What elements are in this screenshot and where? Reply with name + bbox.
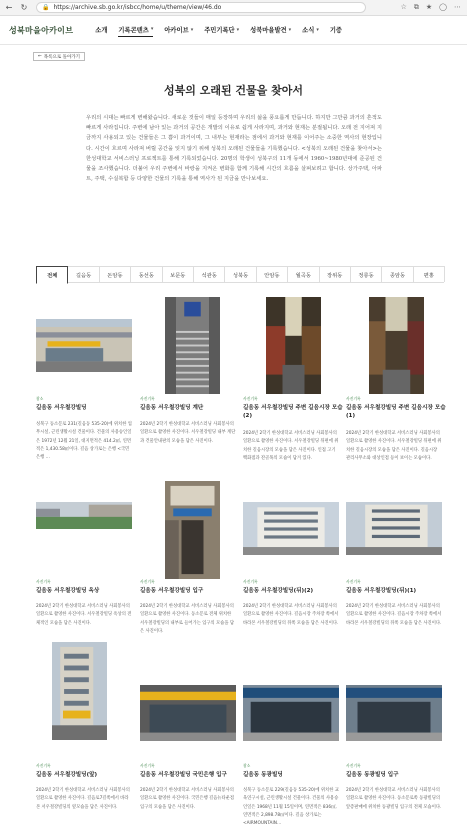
card-title[interactable]: 길음동 동광빌딩	[243, 772, 283, 778]
card-description: 2024년 2학기 한성대학교 서비스러닝 사회봉사의 일환으로 촬영한 사진이다. 서우철강빌딩 내부 계단과 건물안내판의 모습을 담은 사진이다.	[140, 422, 236, 444]
card-category: 사진기록	[140, 396, 155, 401]
tab-1[interactable]: 길음동	[67, 266, 99, 282]
card-title[interactable]: 길음동 서우철강빌딩 국민은행 입구	[140, 772, 227, 778]
tab-10[interactable]: 정릉동	[350, 266, 382, 282]
lock-icon: 🔒	[42, 4, 50, 11]
chevron-down-icon: ▾	[190, 26, 194, 33]
tab-7[interactable]: 안암동	[256, 266, 288, 282]
site-logo[interactable]: 성북마을아카이브	[9, 26, 74, 35]
card-title[interactable]: 길음동 서우철강빌딩(앞)	[36, 772, 98, 778]
nav-item[interactable]	[250, 25, 291, 37]
site-header	[0, 17, 467, 45]
region-tabs	[36, 266, 444, 283]
card-category: 사진기록	[346, 763, 361, 768]
nav-item-label: 소식	[302, 27, 315, 34]
tab-8[interactable]: 월곡동	[287, 266, 319, 282]
nav-item-label: 기록콘텐츠	[118, 26, 149, 34]
card-description: 2024년 2학기 한성대학교 서비스러닝 사회봉사의 일환으로 촬영한 사진이다. 서우철강빌딩 옥상의 전체적인 모습을 담은 사진이다.	[36, 604, 132, 626]
card-title[interactable]: 길음동 서우철강빌딩 입구	[140, 588, 204, 594]
nav-item[interactable]	[330, 25, 342, 37]
card-photo[interactable]	[346, 685, 442, 741]
back-to-list-button[interactable]	[33, 52, 85, 61]
card-category: 사진기록	[346, 579, 361, 584]
refresh-icon[interactable]: ↻	[20, 3, 28, 12]
card-title[interactable]: 길음동 서우철강빌딩 주변 길음시장 모습(1)	[346, 405, 446, 420]
card-category: 사진기록	[140, 763, 155, 768]
card-photo[interactable]	[36, 319, 132, 372]
url-text: https://archive.sb.go.kr/isbcc/home/u/theme/view/46.do	[53, 4, 222, 11]
card-photo[interactable]	[36, 502, 132, 529]
card-category: 참소	[243, 763, 251, 768]
tab-9[interactable]: 장위동	[319, 266, 351, 282]
nav-item-label: 소개	[95, 27, 108, 34]
card-description: 2024년 2학기 한성대학교 서비스러닝 사회봉사의 일환으로 촬영한 사진이다. 길음시장 주차장 쪽에서 바라본 서우철강빌딩의 뒤쪽 모습을 담은 사진이다.	[243, 604, 339, 626]
card-photo[interactable]	[266, 297, 321, 394]
card-description: 2024년 2학기 한성대학교 서비스러닝 사회봉사의 일환으로 촬영한 사진이다. 동소문로 전체 위치한 서우철강빌딩의 내부로 들어가는 입구의 모습을 담은 사진이다.	[140, 604, 234, 634]
chevron-down-icon: ▾	[288, 26, 292, 33]
card-photo[interactable]	[346, 502, 442, 555]
card-description: 2024년 2학기 한성대학교 서비스러닝 사회봉사의 일환으로 촬영한 사진이다. 서우철강빌딩 뒤편에 위치한 길음시장의 모습을 담은 사진이다. 인접 고기백화점과 잔골목의 모습이 담겨 있다.	[243, 431, 339, 461]
page-title: 성북의 오래된 건물을 찾아서	[164, 84, 303, 97]
chevron-down-icon: ▾	[316, 26, 319, 33]
card-description: 2024년 2학기 한성대학교 서비스러닝 사회봉사의 일환으로 촬영한 사진이다. 길음시장 주차장 쪽에서 바라본 서우철강빌딩의 뒤쪽 모습을 담은 사진이다.	[346, 604, 442, 626]
more-icon[interactable]: ⋯	[454, 3, 461, 11]
card-title[interactable]: 길음동 서우철강빌딩	[36, 405, 87, 411]
nav-item-label: 성북마을발견	[250, 27, 287, 34]
card-category: 사진기록	[243, 396, 258, 401]
tab-3[interactable]: 동선동	[130, 266, 162, 282]
nav-item-label: 주민기록단	[204, 27, 235, 34]
tab-12[interactable]: 편홍	[413, 266, 445, 282]
browser-toolbar	[0, 0, 467, 16]
card-description: 성북구 동소문로 229(길음동 535-20)에 위치한 교육연구시설, 근린생활시설 건물이다. 건물의 사용승인일은 1968년 11월 15일이며, 연면적은 836㎡, 연면적은 2,898.78㎡이다. 길음 상가로는 <AIRMOUNTAIN…	[243, 788, 339, 827]
card-photo[interactable]	[369, 297, 424, 394]
card-description: 2024년 2학기 한성대학교 서비스러닝 사회봉사의 일환으로 촬영한 사진이다. 서우철강빌딩 뒤편에 위치한 길음시장의 모습을 담은 사진이다. 길음시장 관리사무소와 대상인점 등이 보이는 모습이다.	[346, 431, 442, 461]
nav-item[interactable]	[204, 25, 239, 37]
tab-2[interactable]: 돈암동	[99, 266, 131, 282]
card-photo[interactable]	[243, 502, 339, 555]
tab-11[interactable]: 종암동	[381, 266, 413, 282]
card-description: 2024년 2학기 한성대학교 서비스러닝 사회봉사의 일환으로 촬영한 사진이다. 국민은행 길음뉴타운점 입구의 모습을 담은 사진이다.	[140, 788, 234, 810]
tab-4[interactable]: 보문동	[162, 266, 194, 282]
nav-item[interactable]	[164, 25, 193, 37]
card-title[interactable]: 길음동 서우철강빌딩 주변 길음시장 모습(2)	[243, 405, 343, 420]
tab-6[interactable]: 성북동	[224, 266, 256, 282]
card-description: 2024년 2학기 한성대학교 서비스러닝 사회봉사의 일환으로 촬영한 사진이다. 길음로7길쪽에서 바라본 서우철강빌딩의 옆모습을 담은 사진이다.	[36, 788, 130, 810]
card-category: 사진기록	[243, 579, 258, 584]
card-photo[interactable]	[165, 481, 220, 579]
card-category: 참소	[36, 396, 44, 401]
card-photo[interactable]	[165, 297, 220, 394]
back-arrow-icon[interactable]: ←	[5, 3, 13, 12]
nav-item-label: 아카이브	[164, 27, 189, 34]
card-category: 사진기록	[36, 763, 51, 768]
card-photo[interactable]	[243, 685, 339, 741]
card-photo[interactable]	[52, 642, 107, 740]
profile-icon[interactable]: ◯	[439, 3, 447, 11]
intro-text: 우리의 시대는 빠르게 변해왔습니다. 새로운 것들이 매일 등장하며 우리의 삶을 풍요롭게 만듭니다. 하지만 그만큼 과거의 흔적도 빠르게 사라집니다. 주변에 남아 있는 과거의 공간은 개발의 이유로 쉽게 사라지며, 과거와 현재는 분절됩니다. 오래 전 지어져 지금까지 사용되고 있는 건물들은 그 쁨이 과거이며, 그 내부는 현재라는 점에서 과거와 현재를 이어주는 소중한 역사의 현장입니다. 시간이 흐르며 사라져 버릴 공간을 잊지 않기 위해 성북의 오래된 건물들을 기록했습니다. <성북의 오래된 건물을 찾아서>는 한성대학교 서비스러닝 프로젝트를 통해 기록되었습니다. 20명의 학생이 성북구의 11개 동에서 1960~1980년대에 준공된 건물을 조사했습니다. 더불어 우리 주변에서 바랑을 지켜온 변화를 함께 기록해 시간의 흐름을 살펴보려고 합니다. 상가주택, 아파트, 주택, 수실복합 등 다양한 건물의 기록을 통해 역사가 된 지금을 만나보세요.	[86, 115, 382, 183]
address-bar[interactable]	[36, 2, 366, 13]
card-photo[interactable]	[140, 685, 236, 741]
chevron-down-icon: ▾	[150, 26, 154, 32]
tab-0[interactable]: 전체	[36, 266, 68, 284]
arrow-left-icon: ←	[38, 54, 42, 59]
tab-5[interactable]: 석관동	[193, 266, 225, 282]
card-title[interactable]: 길음동 서우철강빌딩 옥상	[36, 588, 100, 594]
card-title[interactable]: 길음동 서우철강빌딩 계단	[140, 405, 204, 411]
card-category: 사진기록	[36, 579, 51, 584]
card-title[interactable]: 길음동 동광빌딩 입구	[346, 772, 399, 778]
nav-item-label: 기증	[329, 27, 343, 34]
chevron-down-icon: ▾	[236, 26, 240, 33]
card-category: 사진기록	[346, 396, 361, 401]
card-title[interactable]: 길음동 서우철강빌딩(뒤)(2)	[243, 588, 314, 594]
favorites-icon[interactable]: ★	[425, 3, 433, 11]
nav-item[interactable]	[118, 25, 153, 37]
card-description: 성북구 동소문로 231(길음동 535-20)에 위치한 업무시설, 근린생활시설 건물이다. 건물의 사용승인일은 1972년 12월 21일, 대지면적은 414.2㎡, 연면적은 1,430.58㎡이다. 길음 상가로는 은행 <국민은행 …	[36, 422, 132, 461]
main-nav	[95, 25, 342, 37]
card-title[interactable]: 길음동 서우철강빌딩(뒤)(1)	[346, 588, 417, 594]
extensions-icon[interactable]: ⧉	[413, 3, 419, 11]
nav-item[interactable]	[302, 25, 319, 37]
nav-item[interactable]	[95, 25, 107, 37]
back-to-list-label: 목록으로 돌아가기	[43, 54, 80, 60]
card-category: 사진기록	[140, 579, 155, 584]
star-icon[interactable]: ☆	[400, 3, 407, 11]
card-description: 2024년 2학기 한성대학교 서비스러닝 사회봉사의 일환으로 촬영한 사진이다. 동소문로쪽 동광빌딩의 앞층판매에 위치한 동광빌딩 입구의 전체 모습이다.	[346, 788, 442, 810]
